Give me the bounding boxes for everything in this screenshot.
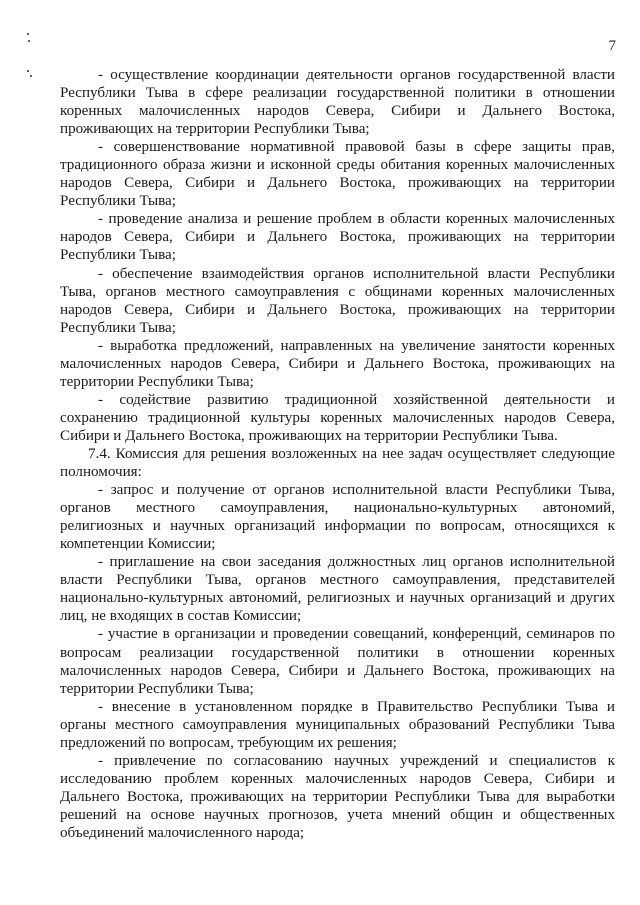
paragraph-employment: - выработка предложений, направленных на увеличение занятости коренных малочисленных народов Севера, Сибири и Дальнего Востока, проживающих на территории Республики Тыва;: [60, 337, 615, 390]
paragraph-interaction: - обеспечение взаимодействия органов исполнительной власти Республики Тыва, органов местного самоуправления с общинами коренных малочисленных народов Севера, Сибири и Дальнего Востока, проживающих на территории Республики Тыва;: [60, 265, 615, 336]
paragraph-information-request: - запрос и получение от органов исполнительной власти Республики Тыва, органов местного самоуправления, национально-культурных автономий, религиозных и научных организаций информации по вопросам, относящихся к компетенции Комиссии;: [60, 482, 615, 553]
scan-mark-dot: [30, 75, 32, 77]
paragraph-analysis: - проведение анализа и решение проблем в области коренных малочисленных народов Севера, Сибири и Дальнего Востока, проживающих на территории Республики Тыва;: [60, 211, 615, 264]
scan-mark-dot: [27, 70, 29, 72]
paragraph-invitations: - приглашение на свои заседания должностных лиц органов исполнительной власти Республики Тыва, органов местного самоуправления, представителей национально-культурных автономий, религиозных и научных организаций и других лиц, не входящих в состав Комиссии;: [60, 554, 615, 625]
paragraph-coordination: - осуществление координации деятельности органов государственной власти Республики Тыва в сфере реализации государственной политики в отношении коренных малочисленных народов Севера, Сибири и Дальнего Востока, проживающих на территории Республики Тыва;: [60, 67, 615, 138]
scan-mark-dot: [27, 33, 29, 35]
paragraph-powers-intro: 7.4. Комиссия для решения возложенных на нее задач осуществляет следующие полномочия:: [60, 445, 615, 481]
paragraph-research: - привлечение по согласованию научных учреждений и специалистов к исследованию проблем коренных малочисленных народов Севера, Сибири и Дальнего Востока, проживающих на территории Республики Тыва для выработки решений на основе научных прогнозов, учета мнений общин и общественных объединений малочисленного народа;: [60, 752, 615, 841]
paragraph-meetings: - участие в организации и проведении совещаний, конференций, семинаров по вопросам реализации государственной политики в отношении коренных малочисленных народов Севера, Сибири и Дальнего Востока, проживающих на территории Республики Тыва;: [60, 626, 615, 697]
paragraph-legal-base: - совершенствование нормативной правовой базы в сфере защиты прав, традиционного образа жизни и исконной среды обитания коренных малочисленных народов Севера, Сибири и Дальнего Востока, проживающих на территории Республики Тыва;: [60, 139, 615, 210]
paragraph-proposals: - внесение в установленном порядке в Правительство Республики Тыва и органы местного самоуправления муниципальных образований Республики Тыва предложений по вопросам, требующим их решения;: [60, 698, 615, 751]
document-body: [60, 66, 615, 842]
paragraph-traditional-economy: - содействие развитию традиционной хозяйственной деятельности и сохранению традиционной культуры коренных малочисленных народов Севера, Сибири и Дальнего Востока, проживающих на территории Республики Тыва.: [60, 391, 615, 444]
page-number: 7: [608, 38, 616, 54]
scan-mark-dot: [28, 40, 30, 42]
